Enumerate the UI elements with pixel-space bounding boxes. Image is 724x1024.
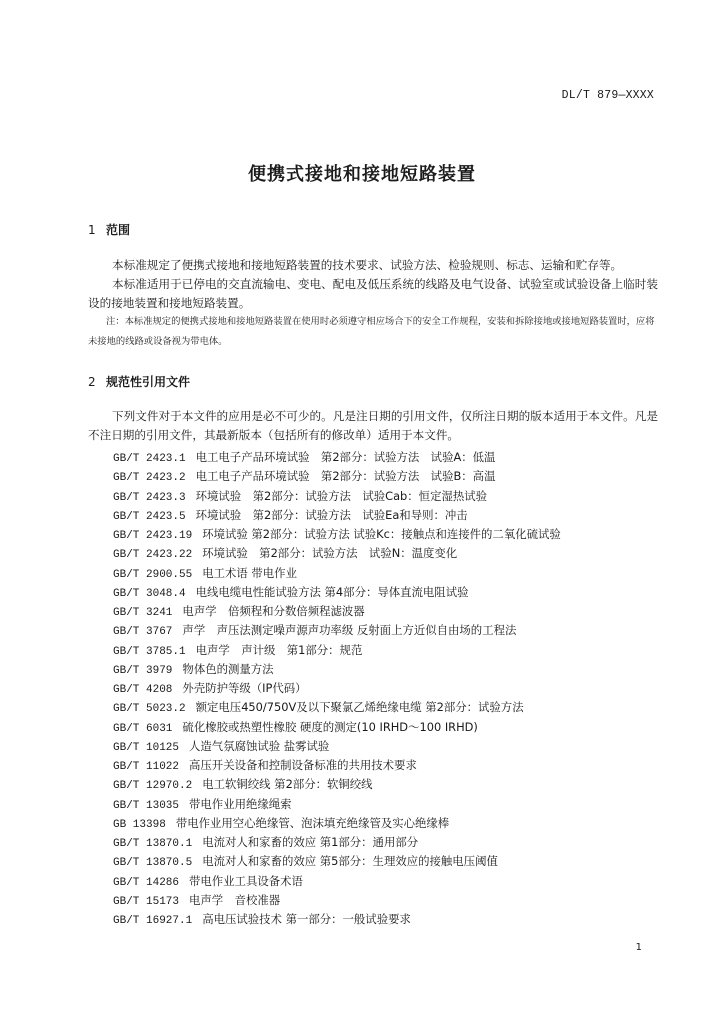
reference-title: 环境试验 第2部分：试验方法 试验Ea和导则：冲击 xyxy=(195,507,468,522)
reference-item xyxy=(113,775,561,794)
references-intro: 下列文件对于本文件的应用是必不可少的。凡是注日期的引用文件，仅所注日期的版本适用于本文件。凡是不注日期的引用文件，其最新版本（包括所有的修改单）适用于本文件。 xyxy=(88,409,658,442)
reference-code: GB/T 2423.3 xyxy=(113,491,186,504)
reference-item xyxy=(113,525,561,544)
reference-code: GB/T 3979 xyxy=(113,664,173,677)
reference-code: GB/T 2423.5 xyxy=(113,510,186,523)
reference-item xyxy=(113,910,561,929)
reference-code: GB/T 2423.22 xyxy=(113,549,193,562)
reference-title: 高压开关设备和控制设备标准的共用技术要求 xyxy=(189,758,417,772)
reference-item xyxy=(113,506,561,525)
reference-code: GB/T 2900.55 xyxy=(113,568,193,581)
section-2-heading xyxy=(88,373,190,390)
reference-code: GB/T 16927.1 xyxy=(113,915,193,927)
reference-item xyxy=(113,660,561,679)
reference-item xyxy=(113,718,561,737)
reference-title: 物体色的测量方法 xyxy=(182,661,274,676)
reference-item xyxy=(113,679,561,698)
reference-code: GB/T 4208 xyxy=(113,684,173,696)
reference-title: 电工软铜绞线 第2部分：软铜绞线 xyxy=(202,777,373,792)
section-2-title: 规范性引用文件 xyxy=(106,375,191,389)
reference-item xyxy=(113,641,561,660)
reference-title: 电声学 倍频程和分数倍频程滤波器 xyxy=(182,604,365,618)
reference-item xyxy=(113,852,561,871)
page-title: 便携式接地和接地短路装置 xyxy=(248,164,476,185)
reference-item xyxy=(113,814,561,833)
document-code: DL/T 879—XXXX xyxy=(561,89,654,102)
reference-item xyxy=(113,872,561,891)
reference-title: 电流对人和家畜的效应 第5部分：生理效应的接触电压阈值 xyxy=(202,854,498,869)
reference-item xyxy=(113,737,561,756)
reference-item xyxy=(113,698,561,717)
reference-item xyxy=(113,602,561,621)
reference-title: 电工术语 带电作业 xyxy=(202,565,297,580)
reference-title: 电声学 声计级 第1部分：规范 xyxy=(195,642,363,657)
reference-code: GB/T 13035 xyxy=(113,799,180,812)
section-1-heading xyxy=(88,221,130,238)
reference-title: 带电作业用空心绝缘管、泡沫填充绝缘管及实心绝缘棒 xyxy=(175,815,450,830)
reference-code: GB/T 13870.5 xyxy=(113,857,193,870)
reference-title: 带电作业工具设备术语 xyxy=(189,873,303,888)
reference-code: GB/T 3048.4 xyxy=(113,587,186,600)
reference-list xyxy=(113,448,561,929)
section-1-title: 范围 xyxy=(106,223,131,237)
reference-code: GB/T 12970.2 xyxy=(113,780,193,793)
reference-code: GB/T 13870.1 xyxy=(113,838,193,850)
reference-title: 声学 声压法测定噪声源声功率级 反射面上方近似自由场的工程法 xyxy=(182,623,517,638)
reference-title: 电流对人和家畜的效应 第1部分：通用部分 xyxy=(202,835,419,849)
reference-item xyxy=(113,544,561,563)
reference-code: GB/T 3785.1 xyxy=(113,645,186,658)
scope-paragraph-1: 本标准规定了便携式接地和接地短路装置的技术要求、试验方法、检验规则、标志、运输和贮存等。 xyxy=(112,258,623,272)
reference-code: GB/T 3767 xyxy=(113,626,173,639)
reference-title: 带电作业用绝缘绳索 xyxy=(189,796,292,811)
reference-code: GB/T 11022 xyxy=(113,761,180,773)
reference-code: GB/T 2423.2 xyxy=(113,472,186,485)
reference-title: 额定电压450/750V及以下聚氯乙烯绝缘电缆 第2部分：试验方法 xyxy=(195,700,524,715)
reference-code: GB/T 2423.19 xyxy=(113,530,193,542)
reference-code: GB/T 15173 xyxy=(113,895,180,908)
reference-title: 电声学 音校准器 xyxy=(189,892,281,907)
reference-item xyxy=(113,891,561,910)
reference-item xyxy=(113,487,561,506)
page-number: 1 xyxy=(635,942,642,953)
reference-code: GB/T 10125 xyxy=(113,741,180,754)
reference-title: 电工电子产品环境试验 第2部分：试验方法 试验B：高温 xyxy=(195,469,496,484)
reference-title: 电线电缆电性能试验方法 第4部分：导体直流电阻试验 xyxy=(195,584,469,599)
reference-code: GB/T 6031 xyxy=(113,722,173,735)
reference-title: 环境试验 第2部分：试验方法 试验Kc：接触点和连接件的二氧化硫试验 xyxy=(202,527,561,541)
section-1-number: 1 xyxy=(88,223,96,237)
reference-item xyxy=(113,833,561,852)
reference-item xyxy=(113,467,561,486)
reference-title: 硫化橡胶或热塑性橡胶 硬度的测定(10 IRHD～100 IRHD) xyxy=(182,719,478,734)
reference-item xyxy=(113,621,561,640)
reference-title: 人造气氛腐蚀试验 盐雾试验 xyxy=(189,738,330,753)
scope-note: 注：本标准规定的便携式接地和接地短路装置在使用时必须遵守相应场合下的安全工作规程，安装和拆除接地或接地短路装置时，应将未接地的线路或设备视为带电体。 xyxy=(88,316,655,347)
reference-title: 外壳防护等级（IP代码） xyxy=(182,681,307,695)
reference-code: GB/T 14286 xyxy=(113,876,180,889)
reference-item xyxy=(113,795,561,814)
reference-item xyxy=(113,448,561,467)
scope-paragraph-2: 本标准适用于已停电的交直流输电、变电、配电及低压系统的线路及电气设备、试验室或试验设备上临时装设的接地装置和接地短路装置。 xyxy=(88,277,658,310)
reference-title: 高电压试验技术 第一部分：一般试验要求 xyxy=(202,912,411,926)
reference-title: 电工电子产品环境试验 第2部分：试验方法 试验A：低温 xyxy=(195,450,496,464)
reference-item xyxy=(113,756,561,775)
reference-code: GB/T 2423.1 xyxy=(113,453,186,465)
reference-code: GB 13398 xyxy=(113,818,166,831)
reference-code: GB/T 5023.2 xyxy=(113,703,186,716)
reference-code: GB/T 3241 xyxy=(113,607,173,619)
section-2-number: 2 xyxy=(88,375,96,389)
reference-title: 环境试验 第2部分：试验方法 试验N：温度变化 xyxy=(202,546,458,561)
reference-item xyxy=(113,564,561,583)
reference-item xyxy=(113,583,561,602)
reference-title: 环境试验 第2部分：试验方法 试验Cab：恒定湿热试验 xyxy=(195,488,488,503)
